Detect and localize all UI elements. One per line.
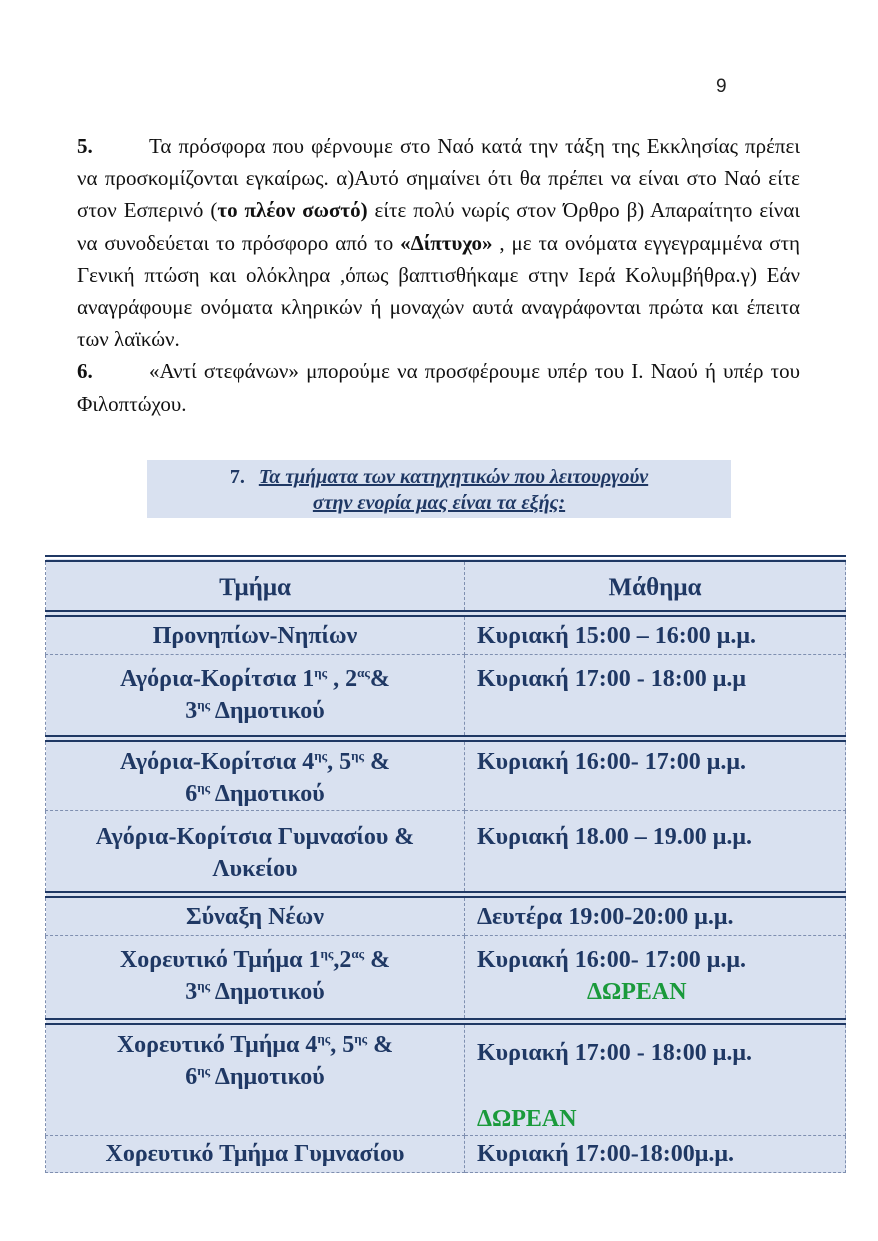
table-row — [46, 1136, 846, 1173]
section-text: 6 — [185, 1064, 198, 1090]
schedule-text: Κυριακή 16:00- 17:00 μ.μ. — [477, 947, 746, 973]
item-6 — [77, 355, 800, 419]
section-text: 3 — [185, 979, 198, 1005]
ordinal-suffix: ης — [197, 1063, 211, 1078]
schedule-cell: Κυριακή 15:00 – 16:00 μ.μ. — [465, 614, 846, 655]
ordinal-suffix: ης — [351, 748, 364, 763]
schedule-table — [45, 555, 846, 1173]
section-text: ,2 — [333, 947, 352, 973]
section-text: , 5 — [327, 749, 352, 775]
item-6-text: «Αντί στεφάνων» μπορούμε να προσφέρουμε υπέρ του Ι. Ναού ή υπέρ του Φιλοπτώχου. — [77, 359, 800, 416]
section-text: , 5 — [330, 1032, 355, 1058]
heading-line-1: Τα τμήματα των κατηχητικών που λειτουργούν — [258, 466, 649, 488]
section-text: 6 — [185, 781, 198, 807]
table-row — [46, 739, 846, 811]
schedule-cell: Κυριακή 16:00- 17:00 μ.μ. — [465, 739, 846, 811]
table-row — [46, 936, 846, 1022]
ordinal-suffix: ης — [317, 1031, 331, 1046]
item-5-text-2: είτε πολύ νωρίς στον Όρθρο β) Απαραίτητο είναι να συνοδεύεται το πρόσφορο από το — [77, 198, 800, 255]
table-row — [46, 614, 846, 655]
table-row — [46, 1022, 846, 1136]
section-cell: Αγόρια-Κορίτσια Γυμνασίου & Λυκείου — [46, 811, 465, 895]
section-text: Αγόρια-Κορίτσια 1 — [120, 666, 315, 692]
ordinal-suffix: ης — [197, 697, 211, 712]
section-text: Δημοτικού — [210, 698, 325, 724]
section-text: & — [364, 947, 391, 973]
section-cell: Προνηπίων-Νηπίων — [46, 614, 465, 655]
table-header-row — [46, 559, 846, 614]
item-5 — [77, 130, 800, 355]
section-cell: Σύναξη Νέων — [46, 895, 465, 936]
heading-number: 7. — [229, 466, 245, 488]
body-text — [77, 130, 800, 420]
ordinal-suffix: ης — [320, 946, 334, 961]
ordinal-suffix: ης — [197, 978, 211, 993]
free-badge: ΔΩΡΕΑΝ — [587, 979, 687, 1005]
section-cell — [46, 655, 465, 739]
item-5-number: 5. — [77, 134, 93, 158]
free-badge: ΔΩΡΕΑΝ — [477, 1106, 577, 1132]
schedule-cell — [465, 936, 846, 1022]
item-5-text-3: , με τα ονόματα εγγεγραμμένα στη Γενική πτώση και ολόκληρα ,όπως βαπτισθήκαμε στην Ιερά Κολυμβήθρα.γ) Εάν αναγράφουμε ονόματα κληρικών ή μοναχών αυτά αναγράφονται πρώτα και έπειτα των λαϊκών. — [77, 230, 800, 352]
section-text: , 2 — [327, 666, 358, 692]
ordinal-suffix: ας — [351, 946, 365, 961]
ordinal-suffix: ας — [357, 665, 370, 680]
schedule-cell: Κυριακή 17:00-18:00μ.μ. — [465, 1136, 846, 1173]
schedule-cell: Κυριακή 17:00 - 18:00 μ.μ — [465, 655, 846, 739]
heading-line-2: στην ενορία μας είναι τα εξής: — [312, 492, 566, 514]
section-text: Δημοτικού — [210, 781, 325, 807]
header-schedule: Μάθημα — [465, 559, 846, 614]
schedule-cell — [465, 1022, 846, 1136]
ordinal-suffix: ης — [354, 1031, 368, 1046]
schedule-cell: Δευτέρα 19:00-20:00 μ.μ. — [465, 895, 846, 936]
section-text: Αγόρια-Κορίτσια 4 — [120, 749, 315, 775]
schedule-text: Κυριακή 17:00 - 18:00 μ.μ. — [477, 1040, 752, 1066]
ordinal-suffix: ης — [314, 748, 328, 763]
section-cell: Χορευτικό Τμήμα Γυμνασίου — [46, 1136, 465, 1173]
item-5-text-1: Τα πρόσφορα που φέρνουμε στο Ναό κατά την τάξη της Εκκλησίας πρέπει να προσκομίζονται εγκαίρως. α)Αυτό σημαίνει ότι θα πρέπει να είναι στο Ναό είτε στον Εσπερινό ( — [77, 134, 800, 223]
page-number: 9 — [716, 76, 727, 97]
table-row — [46, 655, 846, 739]
item-5-bold-1: το πλέον σωστό) — [217, 198, 368, 223]
section-text: & — [369, 666, 390, 692]
item-5-bold-2: «Δίπτυχο» — [400, 230, 493, 255]
section-cell — [46, 1022, 465, 1136]
section-text: Δημοτικού — [210, 1064, 325, 1090]
schedule-cell: Κυριακή 18.00 – 19.00 μ.μ. — [465, 811, 846, 895]
ordinal-suffix: ης — [197, 780, 211, 795]
table-row — [46, 811, 846, 895]
header-section: Τμήμα — [46, 559, 465, 614]
section-cell — [46, 739, 465, 811]
item-6-number: 6. — [77, 359, 93, 384]
section-cell — [46, 936, 465, 1022]
ordinal-suffix: ης — [314, 665, 328, 680]
section-text: Δημοτικού — [210, 979, 325, 1005]
section-text: Χορευτικό Τμήμα 4 — [116, 1032, 318, 1058]
section-text: 3 — [185, 698, 198, 724]
table-row — [46, 895, 846, 936]
section-heading — [147, 460, 731, 518]
section-text: & — [367, 1032, 394, 1058]
section-text: Χορευτικό Τμήμα 1 — [119, 947, 321, 973]
section-text: & — [363, 749, 390, 775]
